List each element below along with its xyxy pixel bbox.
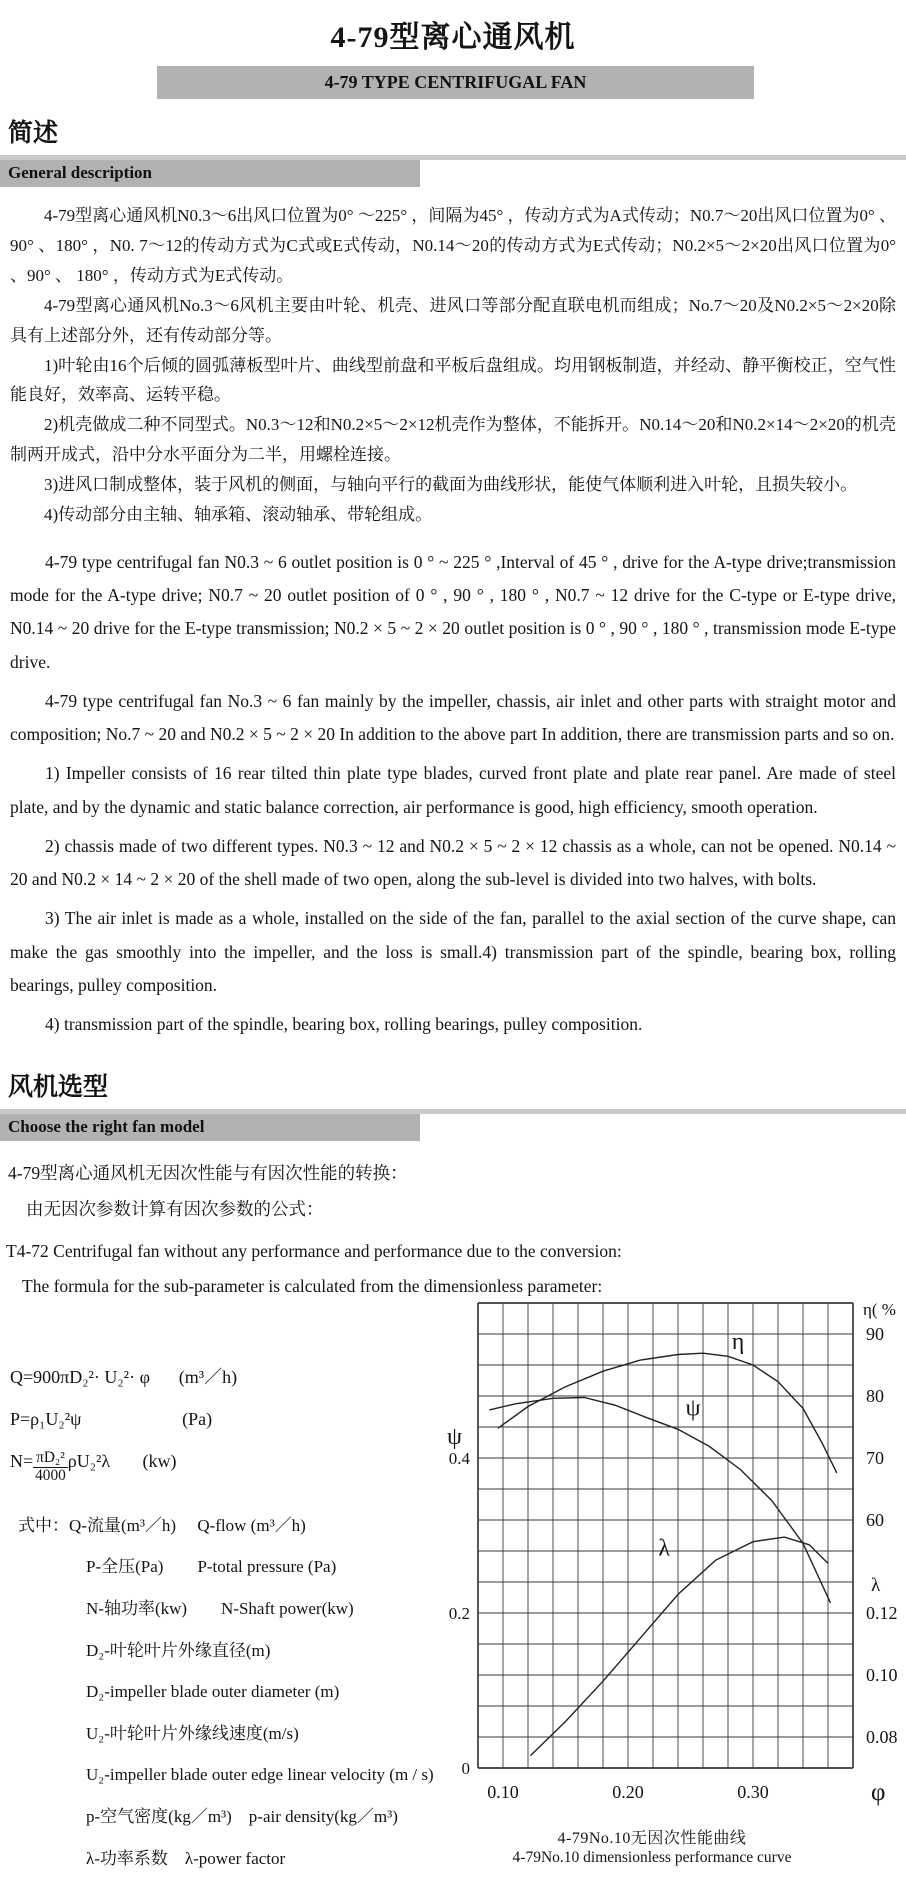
svg-text:0: 0 [461,1758,470,1778]
svg-text:60: 60 [866,1509,884,1530]
legend-line: U₂-叶轮叶片外缘线速度(m/s) [86,1723,299,1743]
selection-intro-zh-2: 由无因次参数计算有因次参数的公式： [26,1198,324,1219]
svg-text:0.10: 0.10 [487,1781,519,1802]
legend-line: N-轴功率(kw) N-Shaft power(kw) [86,1598,354,1618]
svg-text:0.08: 0.08 [866,1726,898,1747]
legend-line: P-全压(Pa) P-total pressure (Pa) [86,1557,337,1577]
general-description-zh [0,201,906,530]
en-paragraph: 1) Impeller consists of 16 rear tilted thin plate type blades, curved front plate and plate rear panel. Are made of steel plate, and by the dynamic and static balance correction, air performance is good, high efficiency, smooth operation. [10,763,896,817]
svg-text:70: 70 [866,1447,884,1468]
legend-line: D₂-叶轮叶片外缘直径(m) [86,1640,271,1660]
selection-intro-zh-1: 4-79型离心通风机无因次性能与有因次性能的转换： [8,1163,408,1184]
zh-paragraph: 3)进风口制成整体，装于风机的侧面，与轴向平行的截面为曲线形状，能使气体顺利进入叶轮，且损失较小。 [44,475,858,495]
section-bar-general-en: General description [0,160,420,187]
formula-pressure [10,1409,398,1430]
formula-power-fraction [33,1450,68,1485]
legend-line: U₂-impeller blade outer edge linear velocity (m / s) [86,1765,434,1785]
formula-pressure-unit: (Pa) [182,1408,213,1429]
legend-line: 式中：Q-流量(m³／h) Q-flow (m³／h) [18,1515,306,1535]
section-heading-general-zh: 简述 [8,120,59,147]
svg-text:ψ: ψ [446,1423,462,1450]
en-paragraph: 4-79 type centrifugal fan N0.3 ~ 6 outlet position is 0 ° ~ 225 ° ,Interval of 45 ° , drive for the A-type drive;transmission mode for the A-type drive; N0.7 ~ 20 outlet position of 0 ° , 90 ° , 180 ° , N0.7 ~ 12 drive for the C-type or E-type drive, N0.14 ~ 20 drive for the E-type transmission; N0.2 × 5 ~ 2 × 20 outlet position is 0 ° , 90 ° , 180 ° , transmission mode E-type drive. [10,551,896,672]
en-paragraph: 3) The air inlet is made as a whole, installed on the side of the fan, parallel to the axial section of the curve shape, can make the gas smoothly into the impeller, and the loss is small.4) transmission part of the spindle, bearing box, rolling bearings, pulley composition. [10,908,896,995]
svg-text:0.2: 0.2 [448,1603,470,1623]
section-bar-selection-en: Choose the right fan model [0,1114,420,1141]
formula-flow [10,1363,398,1389]
symbol-legend [10,1505,434,1880]
svg-text:0.30: 0.30 [737,1781,769,1802]
svg-text:0.4: 0.4 [448,1448,470,1468]
zh-paragraph: 4-79型离心通风机No.3～6风机主要由叶轮、机壳、进风口等部分配直联电机而组成；No.7～20及N0.2×5～2×20除具有上述部分外，还有传动部分等。 [10,295,896,345]
svg-text:80: 80 [866,1385,884,1406]
svg-text:0.10: 0.10 [866,1664,898,1685]
zh-paragraph: 2)机壳做成二种不同型式。N0.3～12和N0.2×5～2×12机壳作为整体，不能拆开。N0.14～20和N0.2×14～2×20的机壳制两开成式，沿中分水平面分为二半，用螺栓连接。 [10,415,896,465]
en-paragraph: 4-79 type centrifugal fan No.3 ~ 6 fan mainly by the impeller, chassis, air inlet and other parts with straight motor and composition; No.7 ~ 20 and N0.2 × 5 ~ 2 × 20 In addition to the above part In addition, there are transmission parts and so on. [10,690,896,745]
chart-column [398,1299,906,1879]
formula-power-unit: (kw) [142,1450,177,1471]
legend-line: D₂-impeller blade outer diameter (m) [86,1682,340,1702]
formula-flow-expression: Q=900πD₂²· U₂²· φ [10,1366,150,1387]
zh-paragraph: 4-79型离心通风机N0.3～6出风口位置为0° ～225° ，间隔为45° ，传动方式为A式传动；N0.7～20出风口位置为0° 、90° 、180° ，N0. 7～12的传动方式为C式或E式传动，N0.14～20的传动方式为E式传动；N0.2×5～2×20出风口位置为0° 、90° 、 180° ，传动方式为E式传动。 [10,206,896,285]
general-description-en [0,546,906,1042]
svg-text:λ: λ [658,1535,671,1562]
chart-caption-en: 4-79No.10 dimensionless performance curve [512,1848,792,1866]
formula-and-chart-columns [0,1299,906,1879]
svg-text:0.12: 0.12 [866,1602,898,1623]
svg-text:ψ: ψ [685,1395,701,1422]
formula-power-rhs: ρU₂²λ [67,1450,111,1471]
page-title: 4-79型离心通风机 [330,21,576,54]
svg-text:η: η [731,1328,745,1355]
svg-text:0.20: 0.20 [612,1781,644,1802]
formula-power-lhs: N= [10,1450,34,1471]
fraction-numerator: πD₂² [33,1450,68,1468]
selection-intro-en-1: T4-72 Centrifugal fan without any performance and performance due to the conversion: [6,1240,622,1261]
section-heading-selection-zh: 风机选型 [8,1074,109,1102]
subtitle-banner: 4-79 TYPE CENTRIFUGAL FAN [157,66,754,99]
formula-column [0,1307,434,1879]
legend-line: λ-功率系数 λ-power factor [86,1848,286,1868]
formula-pressure-expression: P=ρ₁U₂²ψ [10,1408,82,1429]
legend-line: p-空气密度(kg／m³) p-air density(kg／m³) [86,1807,398,1827]
zh-paragraph: 4)传动部分由主轴、轴承箱、滚动轴承、带轮组成。 [44,505,433,525]
svg-text:90: 90 [866,1323,884,1344]
chart-caption-zh: 4-79No.10无因次性能曲线 [557,1829,747,1847]
en-paragraph: 4) transmission part of the spindle, bearing box, rolling bearings, pulley composition. [45,1014,643,1035]
chart-caption [398,1825,906,1867]
svg-text:φ: φ [871,1778,886,1806]
zh-paragraph: 1)叶轮由16个后倾的圆弧薄板型叶片、曲线型前盘和平板后盘组成。均用钢板制造，并经动、静平衡校正，空气性能良好，效率高、运转平稳。 [10,355,896,405]
performance-chart [398,1293,906,1818]
svg-text:λ: λ [871,1574,881,1596]
selection-intro-en-2: The formula for the sub-parameter is calculated from the dimensionless parameter: [22,1276,603,1297]
formula-power [10,1450,398,1485]
en-paragraph: 2) chassis made of two different types. N0.3 ~ 12 and N0.2 × 5 ~ 2 × 12 chassis as a whole, can not be opened. N0.14 ~ 20 and N0.2 × 14 ~ 2 × 20 of the shell made of two open, along the sub-level is divided into two halves, with bolts. [10,835,896,890]
svg-text:η( %: η( % [863,1299,896,1319]
formula-flow-unit: (m³／h) [178,1366,238,1387]
fraction-denominator: 4000 [35,1466,66,1484]
chart-wrap [398,1293,906,1823]
